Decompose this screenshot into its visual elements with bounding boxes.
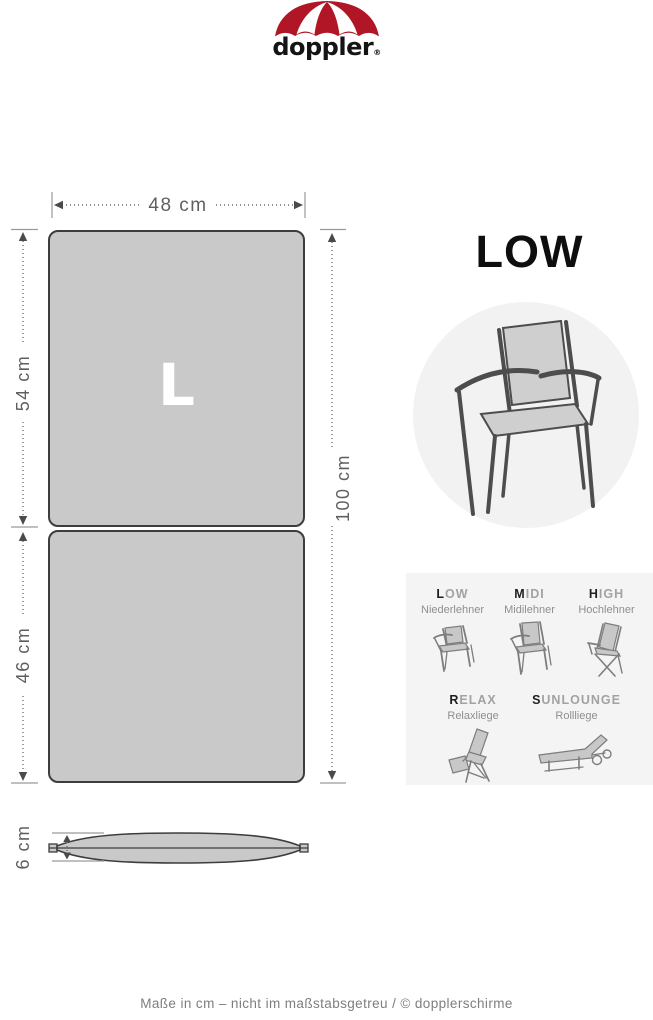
cushion-bottom-section	[48, 530, 305, 783]
low-chair-icon	[414, 621, 491, 673]
thickness-dimension	[13, 824, 104, 869]
lower-section-dimension	[11, 532, 38, 783]
types-row-1	[406, 587, 653, 679]
type-name-relax: RELAX	[449, 693, 497, 707]
high-chair-icon	[568, 621, 645, 679]
chair-circle	[413, 302, 639, 528]
type-name-high: HIGH	[588, 587, 625, 601]
upper-section-dimension-label: 54 cm	[13, 354, 33, 412]
type-name-sunlounge: SUNLOUNGE	[532, 693, 621, 707]
type-item-sunlounge	[532, 693, 621, 785]
relax-lounger-icon	[438, 727, 508, 785]
type-sublabel-low: Niederlehner	[421, 604, 484, 616]
type-name-midi: MIDI	[514, 587, 545, 601]
cushion-side-view	[49, 833, 308, 863]
total-height-dimension	[320, 230, 353, 784]
type-sublabel-relax: Relaxliege	[447, 710, 499, 722]
midi-chair-icon	[491, 621, 568, 677]
type-name-low: LOW	[436, 587, 469, 601]
width-dimension-label: 48 cm	[148, 195, 208, 216]
size-class-headline: LOW	[475, 226, 584, 277]
brand-logo	[0, 0, 653, 59]
upper-section-dimension	[11, 230, 38, 528]
sunlounge-icon	[532, 727, 621, 777]
type-sublabel-high: Hochlehner	[578, 604, 635, 616]
type-item-relax	[438, 693, 508, 785]
type-item-low	[414, 587, 491, 679]
cushion-types-panel	[406, 573, 653, 785]
size-letter: L	[158, 350, 195, 419]
footer-note: Maße in cm – nicht im maßstabsgetreu / © dopplerschirme	[140, 996, 513, 1011]
types-row-2	[406, 693, 653, 785]
type-sublabel-sunlounge: Rollliege	[555, 710, 598, 722]
cushion-top-section	[48, 230, 305, 527]
type-item-high	[568, 587, 645, 679]
registered-mark: ®	[373, 48, 381, 57]
low-armchair-icon	[441, 314, 611, 520]
width-dimension	[52, 192, 305, 218]
type-sublabel-midi: Midilehner	[504, 604, 555, 616]
umbrella-icon	[275, 0, 379, 37]
type-item-midi	[491, 587, 568, 679]
lower-section-dimension-label: 46 cm	[13, 626, 33, 684]
thickness-dimension-label: 6 cm	[13, 824, 33, 870]
brand-name: doppler®	[272, 33, 381, 61]
total-height-dimension-label: 100 cm	[333, 453, 353, 523]
